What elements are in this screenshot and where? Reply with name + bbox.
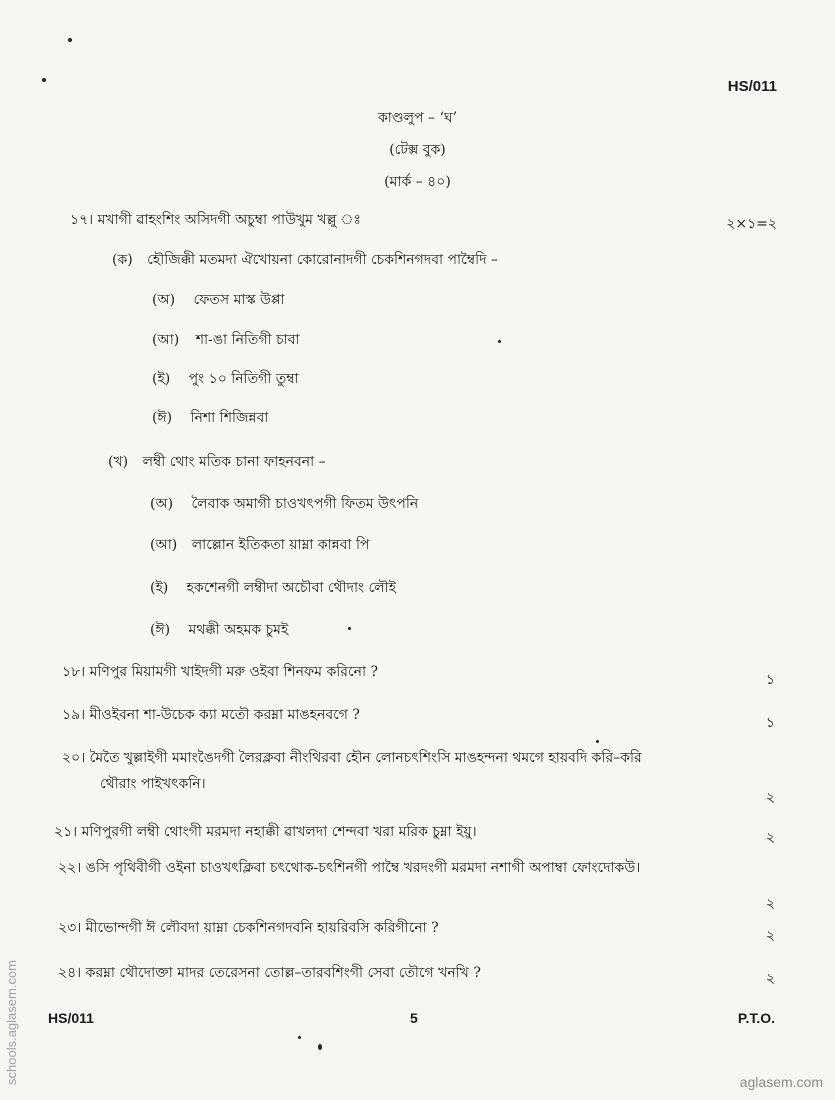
q17-part-kha <box>108 450 326 474</box>
q17-part-ka-text: হৌজিক্কী মতমদা ঐখোয়না কোরোনাদগী চেকশিনগদবা পাম্বৈদি – <box>147 252 498 268</box>
question-22-marks: ২ <box>765 896 775 912</box>
option-text: মথক্কী অহমক চুমই <box>188 622 289 638</box>
question-17: ১৭। মখাগী ৱাহংশিং অসিদগী অচুম্বা পাউখুম খল্লু ঃ <box>70 212 361 228</box>
side-watermark: schools.aglasem.com <box>4 960 19 1085</box>
option-text: পুং ১০ নিতিগী তুম্বা <box>188 371 299 387</box>
paper-code-top: HS/011 <box>727 78 777 95</box>
option-label: (ঈ) <box>150 622 171 638</box>
section-subtitle: (টেক্স বুক) <box>389 142 446 158</box>
option-label: (অ) <box>150 496 174 512</box>
option-text: লাল্লোন ইতিকতা য়াম্না কান্নবা পি <box>191 537 370 553</box>
section-title: কাণ্ডলুপ – ‘ঘ’ <box>377 110 458 126</box>
q17-kha-option <box>150 492 418 516</box>
question-19: ১৯। মীওইবনা শা-উচেক ক্যা মতৌ করম্না মাঙহনবগে ? <box>62 707 360 723</box>
scan-speck <box>42 78 46 82</box>
scan-speck <box>298 1036 301 1039</box>
question-22: ২২। ঙসি পৃথিবীগী ওইনা চাওখৎক্লিবা চৎথোক-চৎশিনগী পাম্বৈ খরদংগী মরমদা নশাগী অপাম্বা ফোংদোকউ। <box>58 860 641 876</box>
scan-speck <box>498 340 501 343</box>
question-20-marks: ২ <box>765 790 775 806</box>
question-18-marks: ১ <box>765 672 775 688</box>
scan-speck <box>596 740 599 743</box>
question-24: ২৪। করম্না থৌদোক্তা মাদর তেরেসনা তোল্ল–তারবশিংগী সেবা তৌগে খনখি ? <box>58 965 481 981</box>
q17-part-kha-text: লম্বী থোং মতিক চানা ফাহনবনা – <box>142 454 326 470</box>
option-text: নিশা শিজিন্নবা <box>190 410 269 426</box>
option-text: শা-ঙা নিতিগী চাবা <box>195 332 300 348</box>
q17-part-kha-label: (খ) <box>108 454 129 470</box>
q17-part-ka-label: (ক) <box>112 252 133 268</box>
question-20-line-1: ২০। মৈতৈ খুল্লাইগী মমাংঙৈদগী লৈরক্লবা নীংথিরবা হৌন লোনচৎশিংসি মাঙহন্দনা থমগে হায়বদি করি–করি <box>62 750 642 766</box>
option-text: ফেতস মাস্ক উপ্পা <box>193 292 285 308</box>
paper-code-bottom: HS/011 <box>48 1010 94 1026</box>
question-21-marks: ২ <box>765 830 775 846</box>
question-20-line-2: থৌরাং পাইখৎকনি। <box>100 776 206 792</box>
q17-kha-option <box>150 576 396 600</box>
question-23-marks: ২ <box>765 928 775 944</box>
q17-ka-option <box>152 288 284 312</box>
bottom-watermark: aglasem.com <box>739 1074 823 1090</box>
scan-speck <box>348 627 351 630</box>
q17-ka-option <box>152 367 299 391</box>
question-18: ১৮। মণিপুর মিয়ামগী খাইদগী মরু ওইবা শিনফম করিনো ? <box>62 664 378 680</box>
q17-kha-option <box>150 618 288 642</box>
option-label: (ই) <box>152 371 171 387</box>
question-21: ২১। মণিপুরগী লম্বী থোংগী মরমদা নহাক্কী ৱাখলদা শেন্দবা খরা মরিক চুম্না ইয়ু। <box>54 824 477 840</box>
option-label: (ই) <box>150 580 169 596</box>
option-label: (ঈ) <box>152 410 173 426</box>
question-17-marks: ২×১=২ <box>726 216 777 232</box>
option-label: (আ) <box>150 537 178 553</box>
option-label: (অ) <box>152 292 176 308</box>
q17-kha-option <box>150 533 369 557</box>
scan-speck <box>68 38 72 42</box>
q17-ka-option <box>152 406 268 430</box>
q17-part-ka <box>112 248 498 272</box>
q17-ka-option <box>152 328 300 352</box>
scan-speck <box>318 1044 322 1050</box>
section-marks: (মার্ক – ৪০) <box>384 174 451 190</box>
option-text: লৈবাক অমাগী চাওখৎপগী ফিতম উৎপনি <box>191 496 419 512</box>
question-24-marks: ২ <box>765 971 775 987</box>
question-23: ২৩। মীভোন্দগী ঈ লৌবদা য়াম্না চেকশিনগদবনি হায়রিবসি করিগীনো ? <box>58 920 439 936</box>
option-text: হকশেনগী লম্বীদা অচৌবা থৌদাং লৌই <box>186 580 396 596</box>
pto-label: P.T.O. <box>737 1010 775 1026</box>
question-19-marks: ১ <box>765 715 775 731</box>
option-label: (আ) <box>152 332 180 348</box>
page-number: 5 <box>410 1010 418 1026</box>
